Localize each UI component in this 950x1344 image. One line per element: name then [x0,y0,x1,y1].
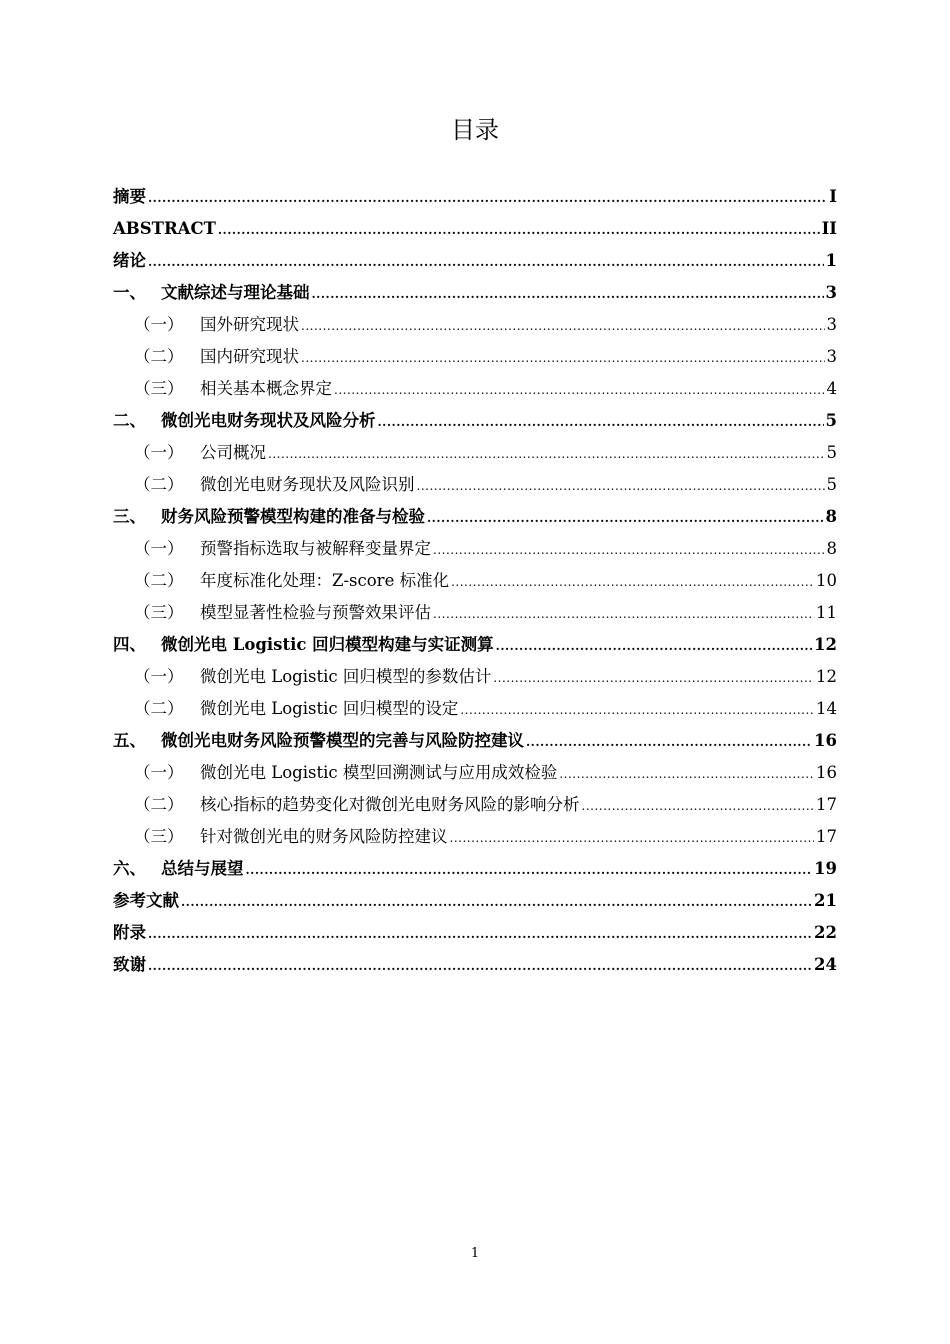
toc-page-number: 5 [826,443,837,462]
toc-entry-label: 附录 [113,923,146,942]
toc-entry-number: （一） [134,539,184,558]
toc-dot-leader [451,565,814,598]
toc-entry-label: 模型显著性检验与预警效果评估 [200,603,431,622]
toc-dot-leader [148,949,812,982]
toc-entry-section-5-3[interactable] [113,821,837,853]
toc-entry-label: 绪论 [113,251,146,270]
toc-entry-label: 微创光电 Logistic 回归模型的设定 [200,699,459,718]
toc-page-number: 19 [814,859,837,878]
toc-dot-leader [427,501,824,534]
toc-entry-number: （三） [134,379,184,398]
page-title: 目录 [451,116,499,144]
toc-entry-number: （二） [134,475,184,494]
toc-entry-number: （一） [134,443,184,462]
toc-entry-label: 公司概况 [200,443,266,462]
toc-dot-leader [433,597,814,630]
toc-page-number: 8 [826,539,837,558]
toc-dot-leader [148,245,824,278]
toc-entry-chapter-4[interactable] [113,629,837,661]
toc-entry-section-3-2[interactable] [113,565,837,597]
toc-dot-leader [148,917,812,950]
toc-dot-leader [493,661,814,694]
toc-entry-number: （一） [134,763,184,782]
toc-dot-leader [268,437,825,470]
toc-entry-number: （二） [134,795,184,814]
toc-entry-label: 微创光电财务现状及风险分析 [161,411,376,430]
toc-page-number: 10 [816,571,837,590]
toc-entry-label: 微创光电财务现状及风险识别 [200,475,415,494]
toc-entry-number: （一） [134,315,184,334]
toc-dot-leader [181,885,812,918]
toc-page-number: 4 [826,379,837,398]
toc-entry-abstract-cn[interactable] [113,181,837,213]
toc-page-number: 21 [814,891,837,910]
table-of-contents [113,181,837,981]
toc-entry-number: （二） [134,571,184,590]
toc-entry-chapter-1[interactable] [113,277,837,309]
toc-entry-chapter-6[interactable] [113,853,837,885]
toc-dot-leader [582,789,815,822]
toc-entry-section-4-2[interactable] [113,693,837,725]
toc-entry-number: 六、 [113,859,146,878]
toc-entry-label: 微创光电 Logistic 回归模型的参数估计 [200,667,492,686]
toc-entry-number: （三） [134,827,184,846]
toc-dot-leader [496,629,812,662]
toc-page-number: 16 [814,731,837,750]
toc-page-number: 12 [814,635,837,654]
toc-entry-number: （二） [134,347,184,366]
toc-entry-label: 针对微创光电的财务风险防控建议 [200,827,448,846]
toc-entry-number: （一） [134,667,184,686]
toc-entry-section-5-1[interactable] [113,757,837,789]
toc-dot-leader [526,725,812,758]
toc-entry-chapter-5[interactable] [113,725,837,757]
toc-entry-section-5-2[interactable] [113,789,837,821]
toc-page-number: 8 [825,507,837,526]
toc-dot-leader [218,213,820,246]
toc-dot-leader [460,693,814,726]
toc-page-number: 3 [826,315,837,334]
toc-dot-leader [417,469,825,502]
toc-entry-number: 一、 [113,283,146,302]
toc-entry-section-1-2[interactable] [113,341,837,373]
toc-entry-number: （二） [134,699,184,718]
toc-entry-label: 国内研究现状 [200,347,299,366]
toc-dot-leader [450,821,815,854]
page-footer-number: 1 [470,1246,480,1261]
toc-entry-label: 文献综述与理论基础 [161,283,310,302]
toc-entry-number: 四、 [113,635,146,654]
toc-dot-leader [312,277,824,310]
toc-entry-section-3-1[interactable] [113,533,837,565]
toc-entry-label: 预警指标选取与被解释变量界定 [200,539,431,558]
toc-page-number: II [821,219,837,238]
toc-entry-label: 微创光电财务风险预警模型的完善与风险防控建议 [161,731,524,750]
toc-entry-chapter-2[interactable] [113,405,837,437]
toc-page-number: 12 [816,667,837,686]
toc-page-number: 24 [814,955,837,974]
toc-entry-acknowledgements[interactable] [113,949,837,981]
toc-page-number: 3 [825,283,837,302]
toc-dot-leader [378,405,824,438]
toc-entry-section-4-1[interactable] [113,661,837,693]
toc-page-number: 1 [825,251,837,270]
toc-page-number: 11 [816,603,837,622]
toc-entry-section-1-1[interactable] [113,309,837,341]
toc-entry-number: 五、 [113,731,146,750]
toc-dot-leader [559,757,814,790]
toc-entry-section-2-1[interactable] [113,437,837,469]
toc-entry-number: （三） [134,603,184,622]
toc-entry-label: 微创光电 Logistic 模型回溯测试与应用成效检验 [200,763,558,782]
toc-page-number: 5 [826,475,837,494]
toc-entry-label: 参考文献 [113,891,179,910]
toc-page-number: 5 [825,411,837,430]
toc-entry-section-3-3[interactable] [113,597,837,629]
toc-entry-chapter-3[interactable] [113,501,837,533]
toc-entry-label: 年度标准化处理：Z-score 标准化 [200,571,450,590]
toc-entry-section-2-2[interactable] [113,469,837,501]
toc-dot-leader [148,181,827,214]
toc-entry-label: 摘要 [113,187,146,206]
toc-entry-number: 三、 [113,507,146,526]
toc-dot-leader [334,373,825,406]
toc-entry-label: 核心指标的趋势变化对微创光电财务风险的影响分析 [200,795,580,814]
toc-entry-references[interactable] [113,885,837,917]
toc-dot-leader [301,309,825,342]
toc-entry-label: 国外研究现状 [200,315,299,334]
toc-entry-label: 相关基本概念界定 [200,379,332,398]
toc-entry-abstract-en[interactable] [113,213,837,245]
toc-page-number: 16 [816,763,837,782]
toc-page-number: 3 [826,347,837,366]
toc-dot-leader [433,533,825,566]
toc-entry-label: 财务风险预警模型构建的准备与检验 [161,507,425,526]
toc-entry-label: 致谢 [113,955,146,974]
toc-page-number: 17 [816,827,837,846]
toc-entry-number: 二、 [113,411,146,430]
toc-entry-section-1-3[interactable] [113,373,837,405]
toc-page-number: 17 [816,795,837,814]
toc-page-number: 14 [816,699,837,718]
toc-dot-leader [301,341,825,374]
toc-entry-introduction[interactable] [113,245,837,277]
toc-entry-appendix[interactable] [113,917,837,949]
toc-dot-leader [246,853,813,886]
toc-entry-label: 总结与展望 [161,859,244,878]
toc-page-number: I [829,187,837,206]
toc-entry-label: 微创光电 Logistic 回归模型构建与实证测算 [161,635,494,654]
toc-page-number: 22 [814,923,837,942]
toc-entry-label: ABSTRACT [113,219,216,238]
